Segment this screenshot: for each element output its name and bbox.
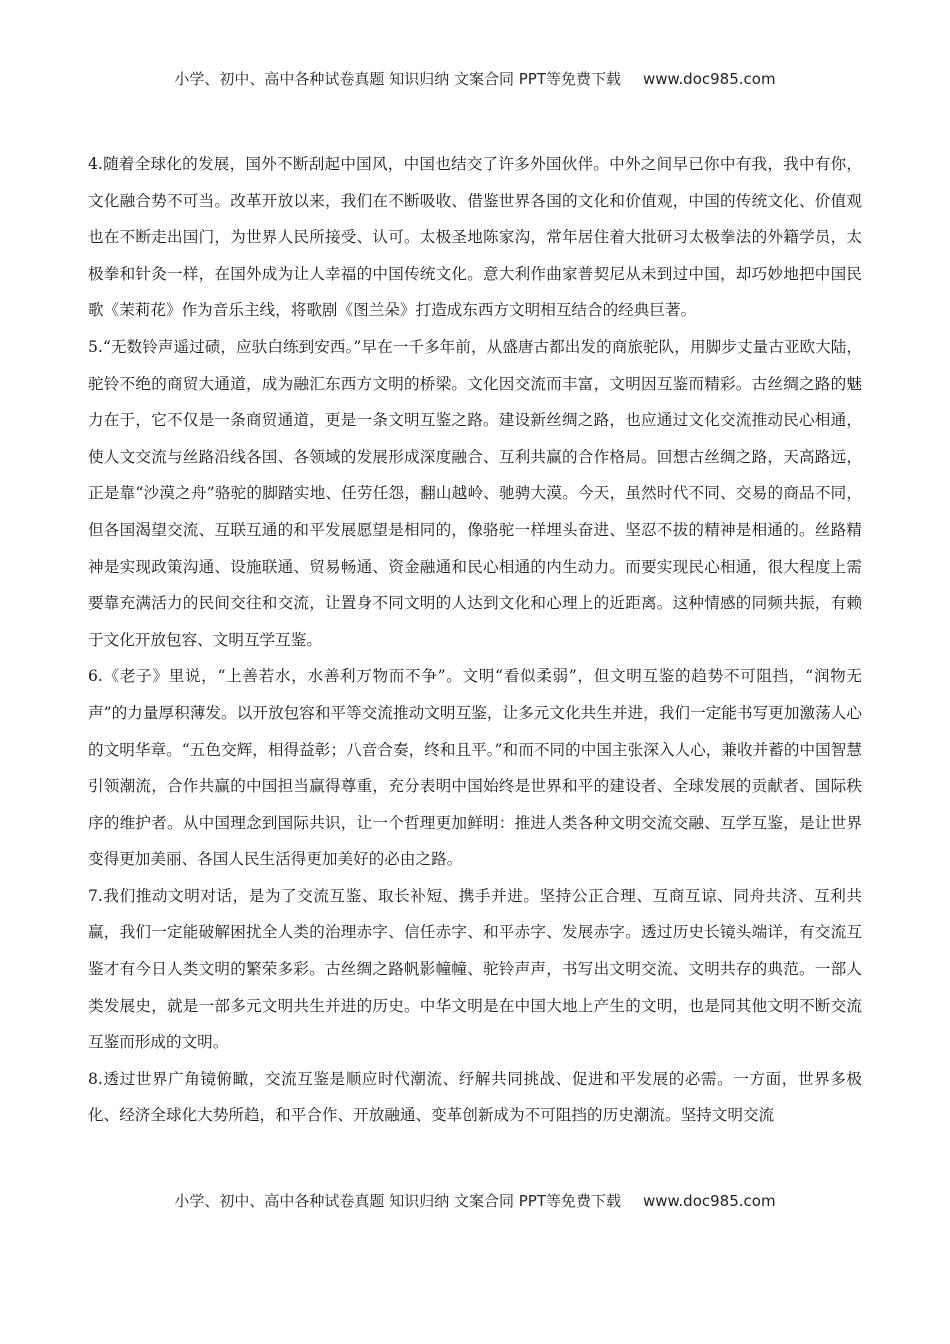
footer-text: 小学、初中、高中各种试卷真题 知识归纳 文案合同 PPT等免费下载 xyxy=(174,1192,621,1210)
page-footer xyxy=(0,1190,950,1211)
paragraph-6: 6.《老子》里说，“上善若水，水善利万物而不争”。文明“看似柔弱”，但文明互鉴的趋势不可阻挡，“润物无声”的力量厚积薄发。以开放包容和平等交流推动文明互鉴，让多元文化共生并进，我们一定能书写更加激荡人心的文明华章。“五色交辉，相得益彰；八音合奏，终和且平。”和而不同的中国主张深入人心，兼收并蓄的中国智慧引领潮流，合作共赢的中国担当赢得尊重，充分表明中国始终是世界和平的建设者、全球发展的贡献者、国际秩序的维护者。从中国理念到国际共识，让一个哲理更加鲜明：推进人类各种文明交流交融、互学互鉴，是让世界变得更加美丽、各国人民生活得更加美好的必由之路。 xyxy=(88,667,862,869)
header-text: 小学、初中、高中各种试卷真题 知识归纳 文案合同 PPT等免费下载 xyxy=(174,70,621,88)
paragraph-8: 8.透过世界广角镜俯瞰，交流互鉴是顺应时代潮流、纾解共同挑战、促进和平发展的必需。一方面，世界多极化、经济全球化大势所趋，和平合作、开放融通、变革创新成为不可阻挡的历史潮流。坚持文明交流 xyxy=(88,1069,862,1125)
footer-site-link[interactable]: www.doc985.com xyxy=(642,1192,776,1210)
document-body xyxy=(88,146,862,1134)
header-site-link[interactable]: www.doc985.com xyxy=(642,70,776,88)
paragraph-7: 7.我们推动文明对话，是为了交流互鉴、取长补短、携手并进。坚持公正合理、互商互谅、同舟共济、互利共赢，我们一定能破解困扰全人类的治理赤字、信任赤字、和平赤字、发展赤字。透过历史长镜头端详，有交流互鉴才有今日人类文明的繁荣多彩。古丝绸之路帆影幢幢、驼铃声声，书写出文明交流、文明共存的典范。一部人类发展史，就是一部多元文明共生并进的历史。中华文明是在中国大地上产生的文明，也是同其他文明不断交流互鉴而形成的文明。 xyxy=(88,886,862,1052)
page-header xyxy=(0,68,950,89)
paragraph-4: 4.随着全球化的发展，国外不断刮起中国风，中国也结交了许多外国伙伴。中外之间早已你中有我，我中有你，文化融合势不可当。改革开放以来，我们在不断吸收、借鉴世界各国的文化和价值观，中国的传统文化、价值观也在不断走出国门，为世界人民所接受、认可。太极圣地陈家沟，常年居住着大批研习太极拳法的外籍学员，太极拳和针灸一样，在国外成为让人幸福的中国传统文化。意大利作曲家普契尼从未到过中国，却巧妙地把中国民歌《茉莉花》作为音乐主线，将歌剧《图兰朵》打造成东西方文明相互结合的经典巨著。 xyxy=(88,155,862,320)
paragraph-5: 5.“无数铃声遥过碛，应驮白练到安西。”早在一千多年前，从盛唐古都出发的商旅驼队，用脚步丈量古亚欧大陆，驼铃不绝的商贸大通道，成为融汇东西方文明的桥梁。文化因交流而丰富，文明因互鉴而精彩。古丝绸之路的魅力在于，它不仅是一条商贸通道，更是一条文明互鉴之路。建设新丝绸之路，也应通过文化交流推动民心相通，使人文交流与丝路沿线各国、各领域的发展形成深度融合、互利共赢的合作格局。回想古丝绸之路，天高路远，正是靠“沙漠之舟”骆驼的脚踏实地、任劳任怨，翻山越岭、驰骋大漠。今天，虽然时代不同、交易的商品不同，但各国渴望交流、互联互通的和平发展愿望是相同的，像骆驼一样埋头奋进、坚忍不拔的精神是相通的。丝路精神是实现政策沟通、设施联通、贸易畅通、资金融通和民心相通的内生动力。而要实现民心相通，很大程度上需要靠充满活力的民间交往和交流，让置身不同文明的人达到文化和心理上的近距离。这种情感的同频共振，有赖于文化开放包容、文明互学互鉴。 xyxy=(88,337,862,649)
